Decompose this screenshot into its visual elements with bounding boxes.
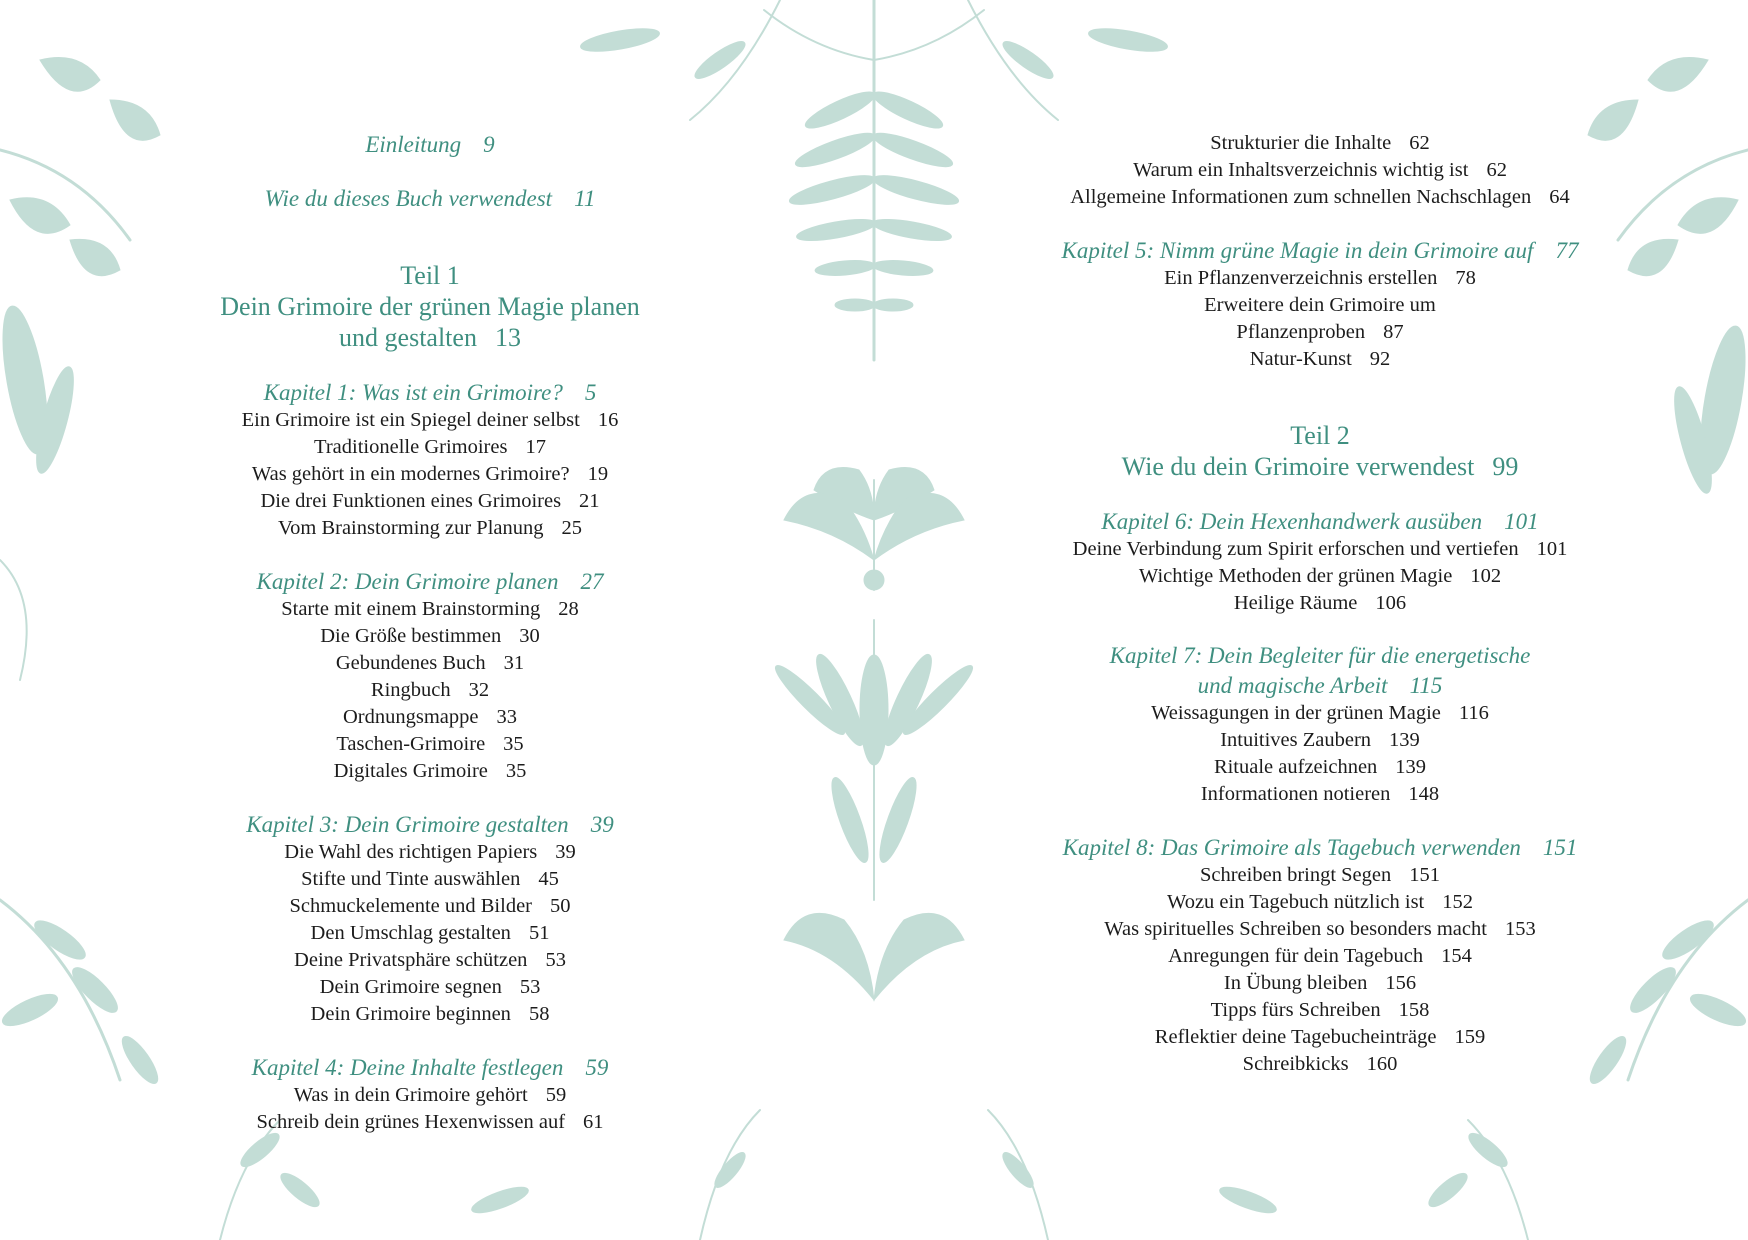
- toc-entry[interactable]: [1040, 292, 1600, 319]
- part1-title-line1[interactable]: Dein Grimoire der grünen Magie planen: [220, 292, 640, 321]
- entry-title: Stifte und Tinte auswählen: [301, 868, 521, 890]
- toc-verwendung[interactable]: [170, 184, 690, 214]
- entry-page: 5: [584, 380, 597, 405]
- toc-entry[interactable]: [1040, 1024, 1600, 1051]
- entry-title: Weissagungen in der grünen Magie: [1151, 702, 1441, 724]
- toc-entry[interactable]: [170, 434, 690, 461]
- entry-title: Kapitel 4: Deine Inhalte festlegen: [251, 1055, 564, 1080]
- entry-page: 16: [597, 409, 619, 431]
- entry-title: Tipps fürs Schreiben: [1210, 999, 1381, 1021]
- entry-page: 9: [483, 132, 495, 157]
- entry-page: 62: [1486, 159, 1507, 181]
- entry-page: 102: [1470, 565, 1502, 587]
- toc-chapter-6[interactable]: [1040, 507, 1600, 537]
- entry-page: 106: [1375, 592, 1407, 614]
- toc-entry[interactable]: [170, 974, 690, 1001]
- entry-page: 156: [1385, 972, 1417, 994]
- entry-page: 33: [496, 706, 517, 728]
- entry-title: Was gehört in ein modernes Grimoire?: [251, 463, 570, 485]
- entry-title: Erweitere dein Grimoire um: [1204, 294, 1436, 316]
- entry-page: 28: [558, 598, 579, 620]
- entry-title: Die Größe bestimmen: [320, 625, 502, 647]
- toc-entry[interactable]: [170, 758, 690, 785]
- entry-title: Kapitel 5: Nimm grüne Magie in dein Grimoire auf: [1061, 238, 1534, 263]
- entry-title: Ordnungsmappe: [342, 706, 479, 728]
- toc-entry[interactable]: [1040, 781, 1600, 808]
- entry-page: 92: [1369, 348, 1391, 370]
- toc-entry[interactable]: [170, 461, 690, 488]
- entry-page: 148: [1408, 783, 1440, 805]
- entry-title: Was spirituelles Schreiben so besonders macht: [1104, 918, 1487, 940]
- entry-title: Wichtige Methoden der grünen Magie: [1138, 565, 1453, 587]
- entry-page: 32: [468, 679, 490, 701]
- entry-page: 13: [494, 323, 521, 352]
- entry-page: 31: [503, 652, 525, 674]
- entry-page: 116: [1458, 702, 1489, 724]
- toc-einleitung[interactable]: [170, 130, 690, 160]
- entry-title: Die Wahl des richtigen Papiers: [284, 841, 538, 863]
- entry-page: 11: [574, 186, 596, 211]
- toc-entry[interactable]: [170, 839, 690, 866]
- toc-entry[interactable]: [1040, 727, 1600, 754]
- entry-page: 158: [1398, 999, 1430, 1021]
- toc-entry[interactable]: [1040, 862, 1600, 889]
- entry-page: 62: [1409, 132, 1430, 154]
- toc-entry[interactable]: [170, 1001, 690, 1028]
- toc-entry[interactable]: [170, 947, 690, 974]
- entry-page: 151: [1542, 835, 1578, 860]
- entry-page: 115: [1409, 673, 1443, 698]
- toc-chapter-7-line1[interactable]: Kapitel 7: Dein Begleiter für die energetische: [1109, 643, 1531, 668]
- toc-entry[interactable]: [170, 920, 690, 947]
- entry-page: 17: [525, 436, 546, 458]
- toc-entry[interactable]: [1040, 130, 1600, 157]
- toc-entry[interactable]: [170, 488, 690, 515]
- toc-entry[interactable]: [170, 596, 690, 623]
- entry-title: Wozu ein Tagebuch nützlich ist: [1166, 891, 1425, 913]
- entry-title: Natur-Kunst: [1249, 348, 1352, 370]
- entry-title: Schreibkicks: [1242, 1053, 1349, 1075]
- toc-entry[interactable]: [170, 866, 690, 893]
- entry-title: Pflanzenproben: [1236, 321, 1366, 343]
- entry-page: 21: [579, 490, 600, 512]
- entry-title: Kapitel 3: Dein Grimoire gestalten: [246, 812, 569, 837]
- entry-page: 61: [583, 1111, 604, 1133]
- entry-page: 35: [503, 733, 524, 755]
- toc-entry[interactable]: [1040, 916, 1600, 943]
- entry-title: Strukturier die Inhalte: [1210, 132, 1392, 154]
- entry-title: In Übung bleiben: [1223, 972, 1368, 994]
- entry-title: Warum ein Inhaltsverzeichnis wichtig ist: [1133, 159, 1469, 181]
- entry-page: 30: [519, 625, 540, 647]
- entry-title: Dein Grimoire segnen: [319, 976, 502, 998]
- entry-page: 25: [561, 517, 583, 539]
- entry-title: Wie du dein Grimoire verwendest: [1121, 452, 1475, 481]
- entry-page: 139: [1389, 729, 1420, 751]
- entry-page: 51: [528, 922, 550, 944]
- toc-chapter-7-line2[interactable]: [1040, 671, 1600, 701]
- entry-title: und magische Arbeit: [1197, 673, 1388, 698]
- toc-entry[interactable]: [1040, 590, 1600, 617]
- entry-page: 101: [1504, 509, 1539, 534]
- entry-title: Kapitel 8: Das Grimoire als Tagebuch verwenden: [1062, 835, 1521, 860]
- entry-page: 39: [590, 812, 614, 837]
- toc-entry[interactable]: [170, 623, 690, 650]
- entry-title: Anregungen für dein Tagebuch: [1168, 945, 1424, 967]
- toc-entry[interactable]: [170, 893, 690, 920]
- part2-label: Teil 2: [1290, 421, 1350, 450]
- entry-page: 87: [1383, 321, 1404, 343]
- entry-page: 77: [1555, 238, 1579, 263]
- entry-page: 27: [580, 569, 604, 594]
- center-eucalyptus: [770, 620, 979, 1000]
- entry-title: Traditionelle Grimoires: [314, 436, 508, 458]
- entry-page: 153: [1504, 918, 1536, 940]
- toc-chapter-5[interactable]: [1040, 236, 1600, 266]
- entry-title: Ein Grimoire ist ein Spiegel deiner selbst: [241, 409, 580, 431]
- toc-entry[interactable]: [1040, 943, 1600, 970]
- entry-title: Was in dein Grimoire gehört: [293, 1084, 528, 1106]
- entry-page: 50: [550, 895, 571, 917]
- entry-title: Informationen notieren: [1200, 783, 1391, 805]
- toc-entry[interactable]: [170, 731, 690, 758]
- entry-page: 152: [1442, 891, 1474, 913]
- entry-title: Dein Grimoire beginnen: [310, 1003, 511, 1025]
- entry-page: 19: [587, 463, 609, 485]
- toc-entry[interactable]: [1040, 563, 1600, 590]
- entry-title: Gebundenes Buch: [335, 652, 486, 674]
- toc-entry[interactable]: [1040, 536, 1600, 563]
- toc-entry[interactable]: [1040, 970, 1600, 997]
- entry-title: Allgemeine Informationen zum schnellen Nachschlagen: [1070, 186, 1532, 208]
- entry-page: 78: [1455, 267, 1476, 289]
- entry-title: Starte mit einem Brainstorming: [281, 598, 541, 620]
- entry-title: Rituale aufzeichnen: [1213, 756, 1378, 778]
- toc-entry[interactable]: [170, 677, 690, 704]
- entry-page: 64: [1549, 186, 1570, 208]
- entry-page: 160: [1366, 1053, 1398, 1075]
- toc-entry[interactable]: [1040, 346, 1600, 373]
- toc-entry[interactable]: [1040, 157, 1600, 184]
- entry-title: Digitales Grimoire: [333, 760, 488, 782]
- entry-page: 151: [1409, 864, 1441, 886]
- entry-page: 39: [555, 841, 576, 863]
- entry-title: Vom Brainstorming zur Planung: [277, 517, 544, 539]
- entry-page: 154: [1441, 945, 1472, 967]
- toc-chapter-2[interactable]: [170, 567, 690, 597]
- entry-page: 35: [505, 760, 527, 782]
- entry-page: 59: [585, 1055, 609, 1080]
- entry-page: 45: [538, 868, 559, 890]
- entry-page: 53: [545, 949, 566, 971]
- entry-title: Die drei Funktionen eines Grimoires: [260, 490, 562, 512]
- entry-title: Deine Privatsphäre schützen: [294, 949, 528, 971]
- entry-title: Reflektier deine Tagebucheinträge: [1154, 1026, 1437, 1048]
- center-ginkgo: [784, 468, 964, 591]
- entry-title: Schmuckelemente und Bilder: [289, 895, 533, 917]
- entry-title: Einleitung: [365, 132, 462, 157]
- toc-entry[interactable]: [1040, 700, 1600, 727]
- entry-title: Kapitel 6: Dein Hexenhandwerk ausüben: [1101, 509, 1483, 534]
- entry-page: 139: [1395, 756, 1427, 778]
- entry-page: 58: [528, 1003, 550, 1025]
- entry-title: Den Umschlag gestalten: [310, 922, 511, 944]
- toc-entry[interactable]: [170, 1082, 690, 1109]
- toc-entry[interactable]: [170, 650, 690, 677]
- toc-chapter-3[interactable]: [170, 810, 690, 840]
- entry-page: 59: [545, 1084, 567, 1106]
- toc-chapter-8[interactable]: [1040, 833, 1600, 863]
- toc-chapter-4[interactable]: [170, 1053, 690, 1083]
- toc-entry[interactable]: [170, 515, 690, 542]
- toc-entry[interactable]: [170, 407, 690, 434]
- toc-entry[interactable]: [1040, 265, 1600, 292]
- entry-title: und gestalten: [339, 323, 477, 352]
- entry-title: Heilige Räume: [1233, 592, 1358, 614]
- entry-page: 159: [1454, 1026, 1486, 1048]
- part1-label: Teil 1: [400, 261, 460, 290]
- entry-title: Intuitives Zaubern: [1220, 729, 1372, 751]
- toc-entry[interactable]: [1040, 1051, 1600, 1078]
- entry-title: Schreiben bringt Segen: [1199, 864, 1392, 886]
- entry-title: Schreib dein grünes Hexenwissen auf: [256, 1111, 566, 1133]
- toc-entry[interactable]: [1040, 319, 1600, 346]
- entry-page: 99: [1492, 452, 1519, 481]
- part2-title[interactable]: [1040, 451, 1600, 482]
- entry-title: Taschen-Grimoire: [336, 733, 486, 755]
- toc-entry[interactable]: [170, 1109, 690, 1136]
- toc-entry[interactable]: [1040, 889, 1600, 916]
- entry-title: Ringbuch: [370, 679, 451, 701]
- toc-entry[interactable]: [170, 704, 690, 731]
- entry-title: Wie du dieses Buch verwendest: [264, 186, 553, 211]
- toc-entry[interactable]: [1040, 184, 1600, 211]
- entry-title: Ein Pflanzenverzeichnis erstellen: [1164, 267, 1438, 289]
- entry-title: Kapitel 2: Dein Grimoire planen: [256, 569, 559, 594]
- entry-page: 53: [519, 976, 541, 998]
- toc-chapter-1[interactable]: [170, 378, 690, 408]
- toc-entry[interactable]: [1040, 997, 1600, 1024]
- entry-title: Deine Verbindung zum Spirit erforschen und vertiefen: [1072, 538, 1519, 560]
- entry-title: Kapitel 1: Was ist ein Grimoire?: [263, 380, 563, 405]
- entry-page: 101: [1536, 538, 1568, 560]
- toc-entry[interactable]: [1040, 754, 1600, 781]
- part1-title-line2[interactable]: [170, 322, 690, 353]
